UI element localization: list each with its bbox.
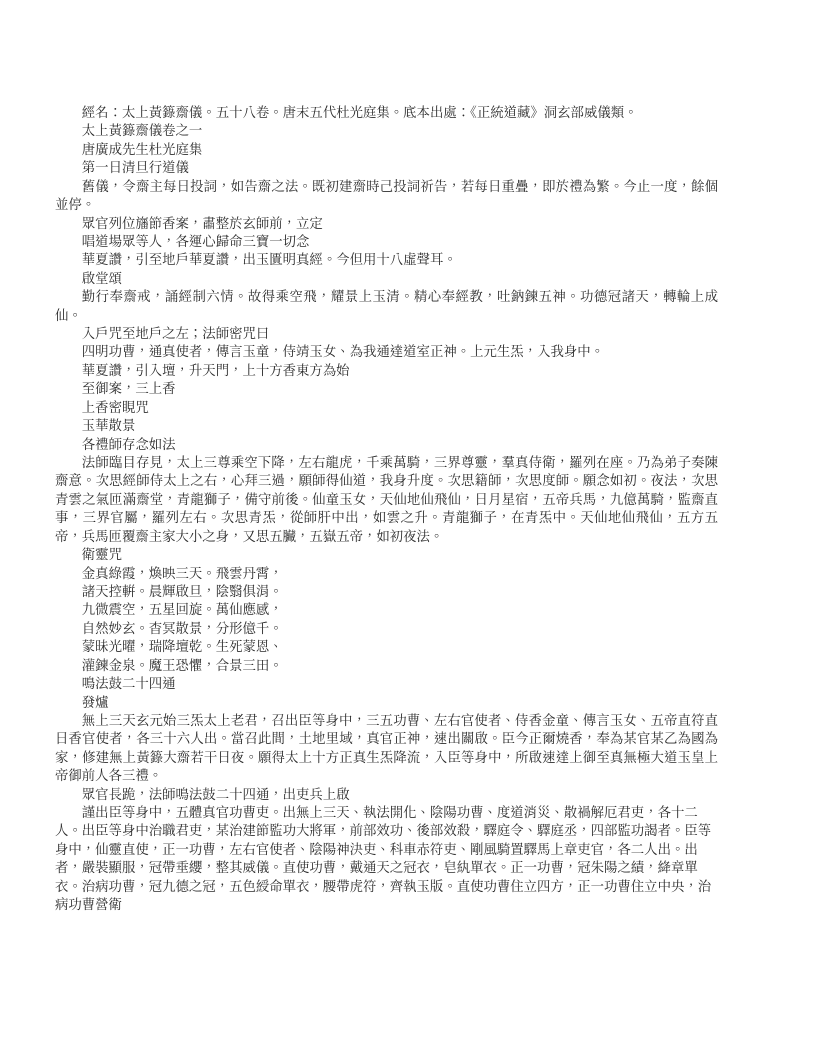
heading-officials-lineup: 眾官列位旛節香案，肅整於玄師前，立定: [81, 216, 323, 232]
heading-huaxia-hymn-altar: 華夏讚，引入壇，升天門，上十方香東方為始: [81, 363, 350, 379]
heading-entry-incantation: 入戶咒至地戶之左；法師密咒曰: [81, 327, 270, 343]
heading-incense-secret-incantation: 上香密睍咒: [81, 400, 149, 416]
verse-line-2: 諸天控輧。晨輝啟旦，陰翳俱涓。: [81, 584, 283, 600]
paragraph-scripture-title-note: 經名：太上黃籙齋儀。五十八卷。唐末五代杜光庭集。底本出處：《正統道藏》洞玄部威儀類。: [81, 106, 638, 121]
heading-imperial-table-incense: 至御案，三上香: [81, 382, 176, 398]
heading-volume: 太上黃籙齋儀卷之一: [81, 124, 203, 140]
paragraph-old-rite: 舊儀，令齋主每日投詞，如告齋之法。既初建齋時己投詞祈告，若每日重疊，即於禮為繁。今止一度，餘個並停。: [55, 179, 718, 214]
paragraph-opening-hall-ode-text: 勤行奉齋戒，誦經制六情。故得乘空飛，耀景上玉清。精心奉經教，吐鈉鍊五神。功德冠諸天，轉輪上成仙。: [55, 290, 718, 324]
verse-line-3: 九微震空，五星回旋。萬仙應感，: [81, 603, 283, 619]
heading-officials-kneel: 眾官長跪，法師鳴法鼓二十四通，出吏兵上啟: [81, 787, 350, 803]
heading-salute-master-meditation: 各禮師存念如法: [81, 437, 176, 453]
heading-chant-assembly: 唱道場眾等人，各運心歸命三寶一切念: [81, 234, 310, 250]
heading-compiler: 唐廣成先生杜光庭集: [81, 142, 203, 158]
paragraph-summon-officers: 謹出臣等身中，五體真官功曹吏。出無上三天、執法開化、陰陽功曹、度道消災、散禍解厄君吏，各十二人。出臣等身中治職君吏，某治建節監功大將軍，前部效功、後部效殺，驛庭令、驛庭丞，四部監功謁者。臣等身中，仙靈直使，正一功曹，左右官使者、陰陽神決吏、科車赤符吏、剛風騎置驛馬上章吏官，各二人出。出者，嚴裝顯服，冠帶垂纓，整其威儀。直使功曹，戴通天之冠衣，皂紈單衣。正一功曹，冠朱陽之績，絳章單衣。治病功曹，冠九德之冠，五色綬命單衣，腰帶虎符，齊執玉版。直使功曹住立四方，正一功曹住立中央，治病功曹營衛: [55, 806, 712, 914]
heading-siming-gongcao-incantation: 四明功曹，通真使者，傳言玉童，侍靖玉女、為我通達道室正神。上元生炁，入我身中。: [81, 345, 605, 361]
paragraph-master-visualization: 法師臨目存見，太上三尊乘空下降，左右龍虎，千乘萬騎，三界尊靈，羣真侍衛，羅列在座。乃為弟子奏陳齋意。次思經師侍太上之右，心拜三過，願師得仙道，我身升度。次思籍師，次思度師。願念如初。夜法，次思青雲之氣匝滿齋堂，青龍獅子，備守前後。仙童玉女，天仙地仙飛仙，日月星宿，五帝兵馬，九億萬騎，監齋直事，三界官屬，羅列左右。次思青炁，從師肝中出，如雲之升。青龍獅子，在青炁中。天仙地仙飛仙，五方五帝，兵馬匝覆齋主家大小之身，又思五臟，五嶽五帝，如初夜法。: [55, 456, 718, 545]
heading-huaxia-hymn-earthgate: 華夏讚，引至地戶華夏讚，出玉匱明真經。今但用十八虛聲耳。: [81, 253, 457, 269]
heading-opening-hall-ode: 啟堂頌: [81, 271, 122, 287]
heading-day-one-rite: 第一日清旦行道儀: [81, 161, 189, 177]
verse-line-5: 蒙昧光曜，瑞降壇乾。生死蒙恩、: [81, 640, 283, 656]
heading-sound-dharma-drum: 鳴法鼓二十四通: [81, 677, 176, 693]
heading-jade-blossom-scattered-light: 玉華散景: [81, 419, 136, 435]
verse-line-6: 灌鍊金泉。魔王恐懼，合景三田。: [81, 658, 283, 674]
paragraph-light-censer-text: 無上三天玄元始三炁太上老君，召出臣等身中，三五功曹、左右官使者、侍香金童、傳言玉女、五帝直符直日香官使者，各三十六人出。當召此間，土地里域，真官正神，速出關啟。臣今正爾燒香，奉為某官某乙為國為家，修建無上黃籙大齋若干日夜。願得太上十方正真生炁降流，入臣等身中，所啟速達上御至真無極大道玉皇上帝御前人各三禮。: [55, 713, 718, 785]
document-body: [55, 105, 718, 916]
heading-light-censer: 發爐: [81, 695, 109, 711]
heading-guarding-spirit-incantation: 衛靈咒: [81, 548, 122, 564]
verse-line-4: 自然妙玄。杳冥散景，分形億千。: [81, 621, 283, 637]
verse-line-1: 金真綠霞，煥映三天。飛雲丹霄，: [81, 566, 283, 582]
